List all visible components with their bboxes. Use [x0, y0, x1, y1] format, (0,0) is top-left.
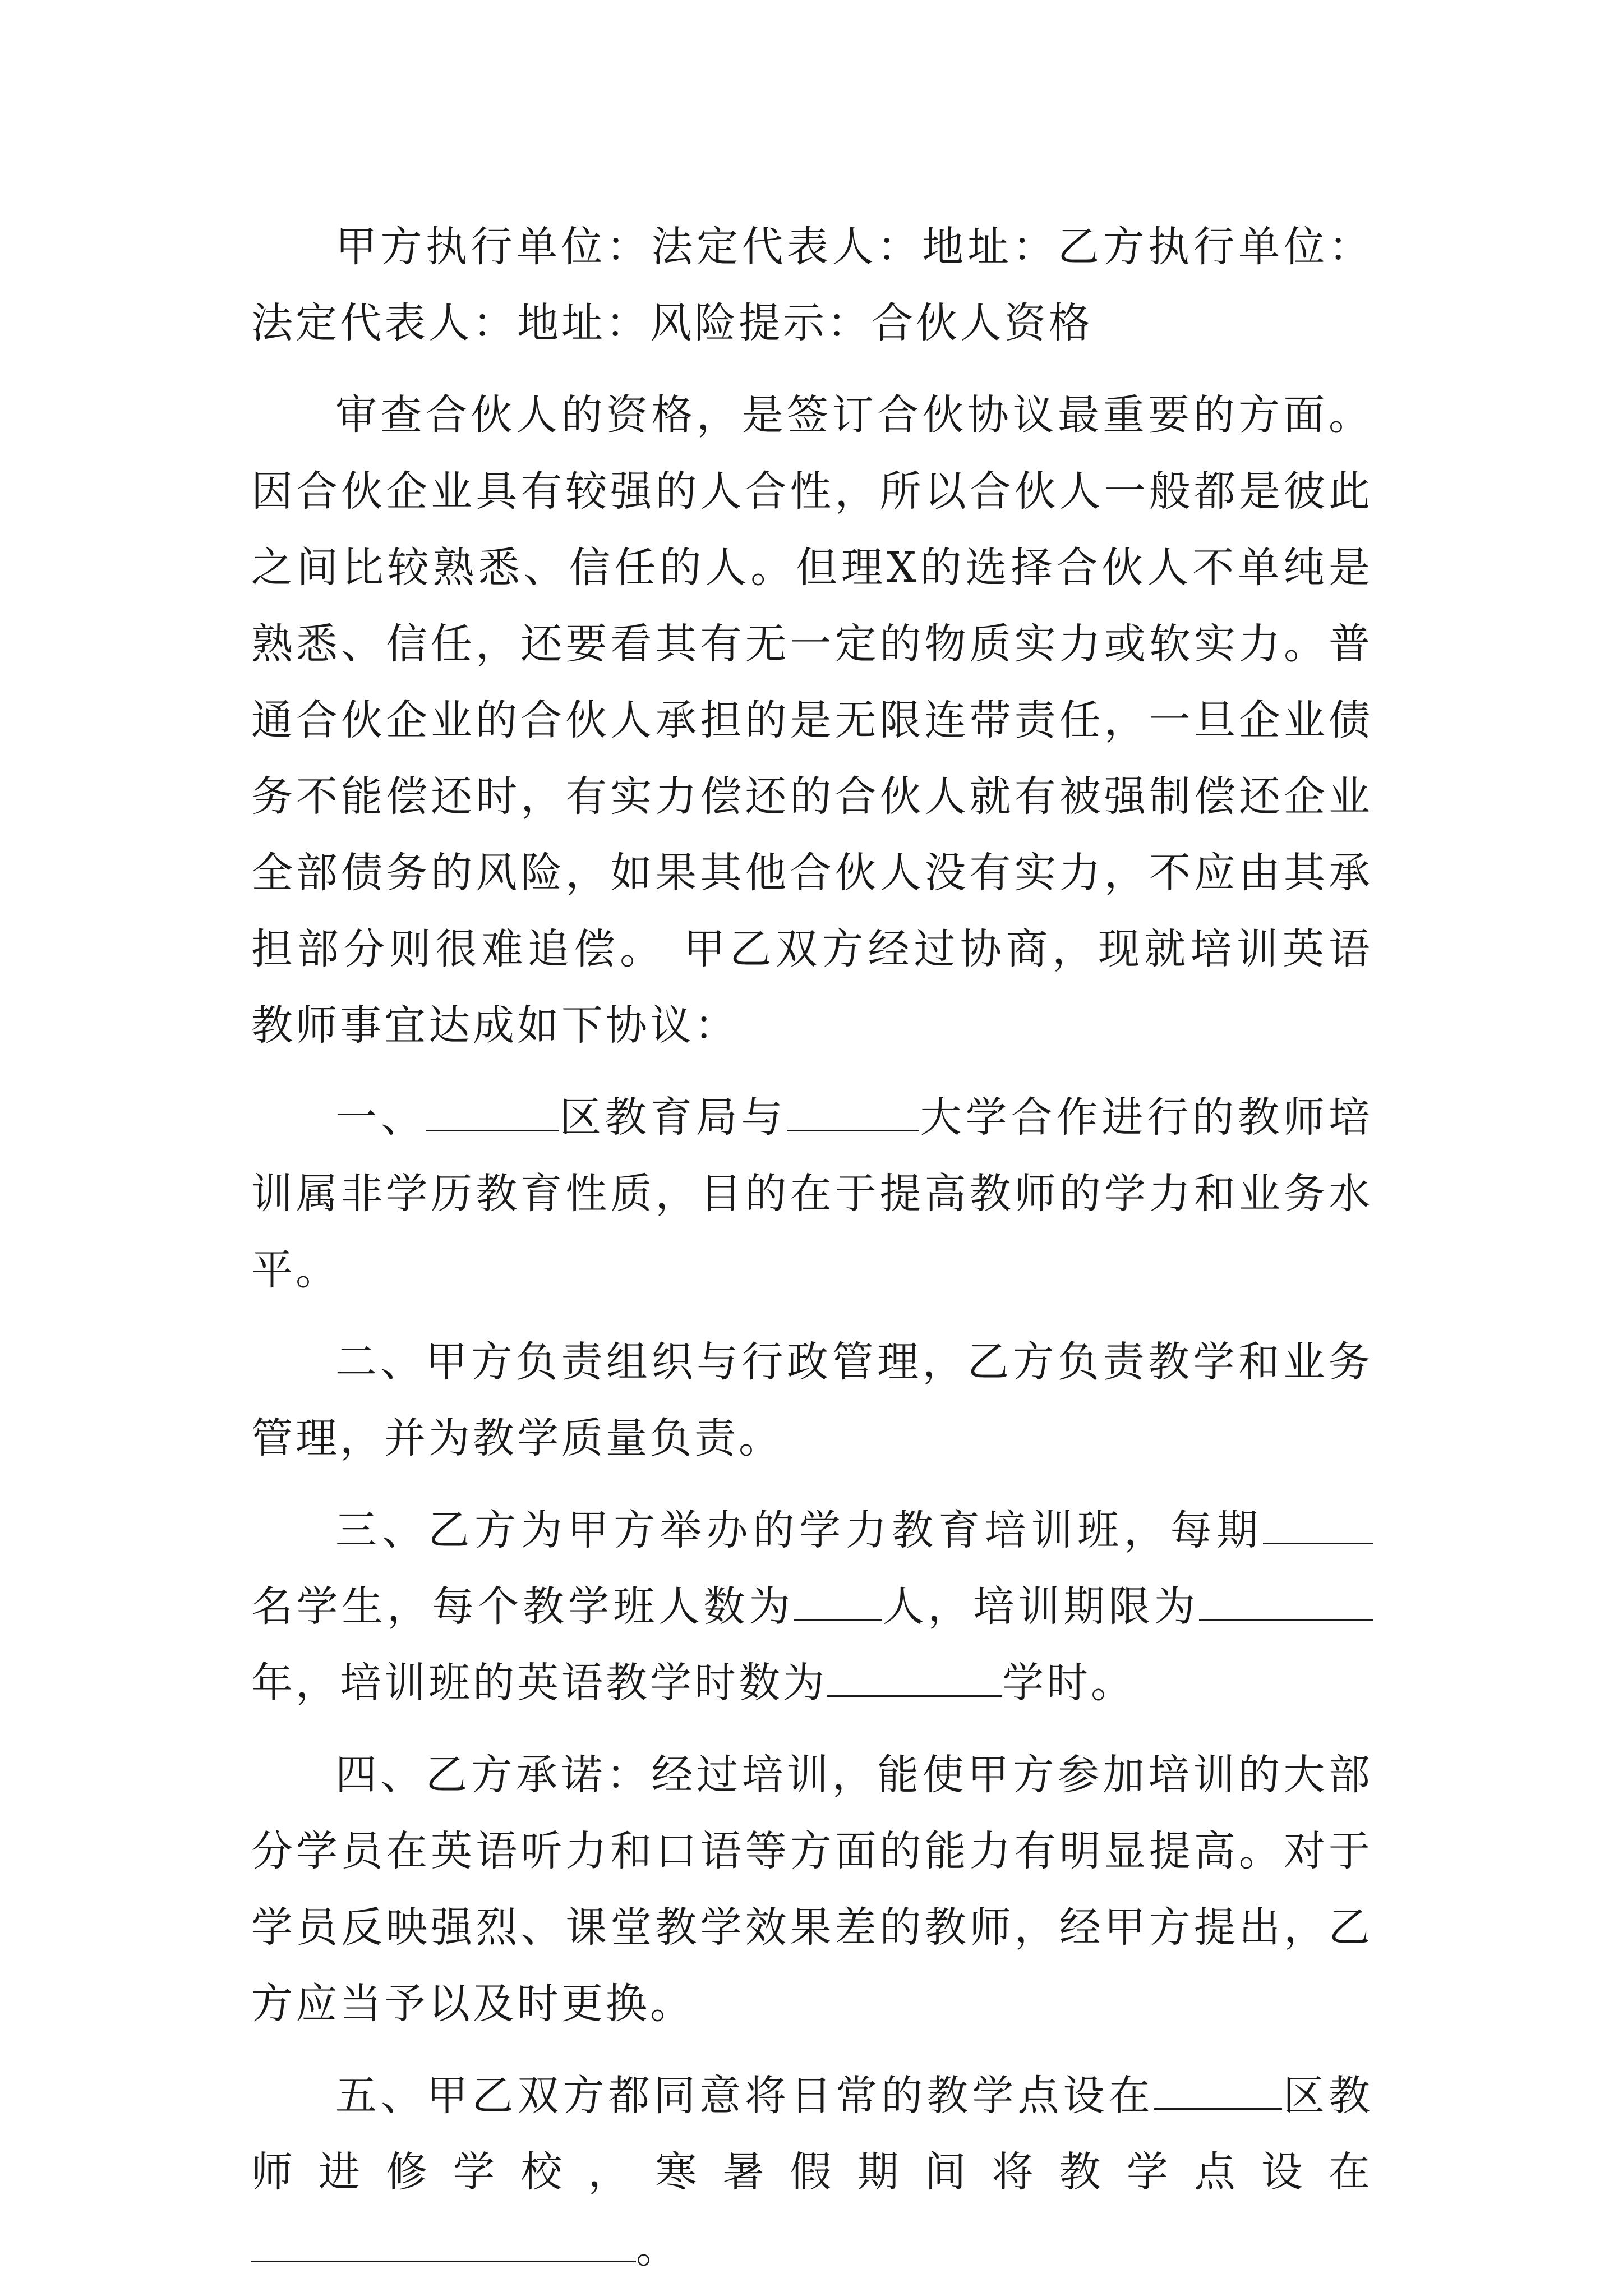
- clause-3-part-a: 三、乙方为甲方举办的学力教育培训班，每期: [335, 1506, 1263, 1554]
- paragraph-partner-qualification: 审查合伙人的资格，是签订合伙协议最重要的方面。因合伙企业具有较强的人合性，所以合伙人一般都是彼此之间比较熟悉、信任的人。但理X的选择合伙人不单纯是熟悉、信任，还要看其有无一定的物质实力或软实力。普通合伙企业的合伙人承担的是无限连带责任，一旦企业债务不能偿还时，有实力偿还的合伙人就有被强制偿还企业全部债务的风险，如果其他合伙人没有实力，不应由其承担部分则很难追偿。 甲乙双方经过协商，现就培训英语教师事宜达成如下协议：: [251, 391, 1373, 1050]
- paragraph-clause-2: 二、甲方负责组织与行政管理，乙方负责教学和业务管理，并为教学质量负责。: [251, 1338, 1373, 1462]
- paragraph-clause-1: [251, 1079, 1373, 1308]
- clause-5-part-b: 区教师进修学校，寒暑假期间将教学点设在: [251, 2072, 1373, 2196]
- clause-1-rest: 大学合作进行的教师培训属非学历教育性质，目的在于提高教师的学力和业务水平。: [251, 1093, 1373, 1294]
- blank-students-per-term[interactable]: [1263, 1508, 1373, 1544]
- clause-5-part-c: 。: [636, 2224, 680, 2272]
- blank-teaching-district[interactable]: [1154, 2073, 1282, 2110]
- clause-3-part-b: 名学生，每个教学班人数为: [251, 1582, 794, 1631]
- blank-vacation-location[interactable]: [251, 2226, 636, 2262]
- clause-3-part-d: 年，培训班的英语教学时数为: [251, 1659, 827, 1707]
- clause-3-part-c: 人，培训期限为: [881, 1582, 1200, 1631]
- blank-teaching-hours[interactable]: [827, 1660, 1002, 1697]
- blank-class-size[interactable]: [794, 1584, 882, 1621]
- clause-1-prefix: 一、: [335, 1093, 426, 1142]
- clause-5-part-a: 五、甲乙双方都同意将日常的教学点设在: [335, 2072, 1154, 2120]
- paragraph-clause-3: [251, 1492, 1373, 1721]
- clause-1-mid: 区教育局与: [558, 1093, 787, 1142]
- clause-3-part-e: 学时。: [1002, 1659, 1135, 1707]
- blank-training-years[interactable]: [1199, 1584, 1373, 1621]
- paragraph-clause-4: 四、乙方承诺：经过培训，能使甲方参加培训的大部分学员在英语听力和口语等方面的能力有明显提高。对于学员反映强烈、课堂教学效果差的教师，经甲方提出，乙方应当予以及时更换。: [251, 1751, 1373, 2028]
- document-body: [251, 209, 1373, 2286]
- paragraph-clause-5: [251, 2058, 1373, 2286]
- paragraph-parties: 甲方执行单位：法定代表人：地址：乙方执行单位：法定代表人：地址：风险提示：合伙人资格: [251, 223, 1373, 347]
- blank-district[interactable]: [426, 1095, 559, 1131]
- blank-university[interactable]: [787, 1095, 919, 1131]
